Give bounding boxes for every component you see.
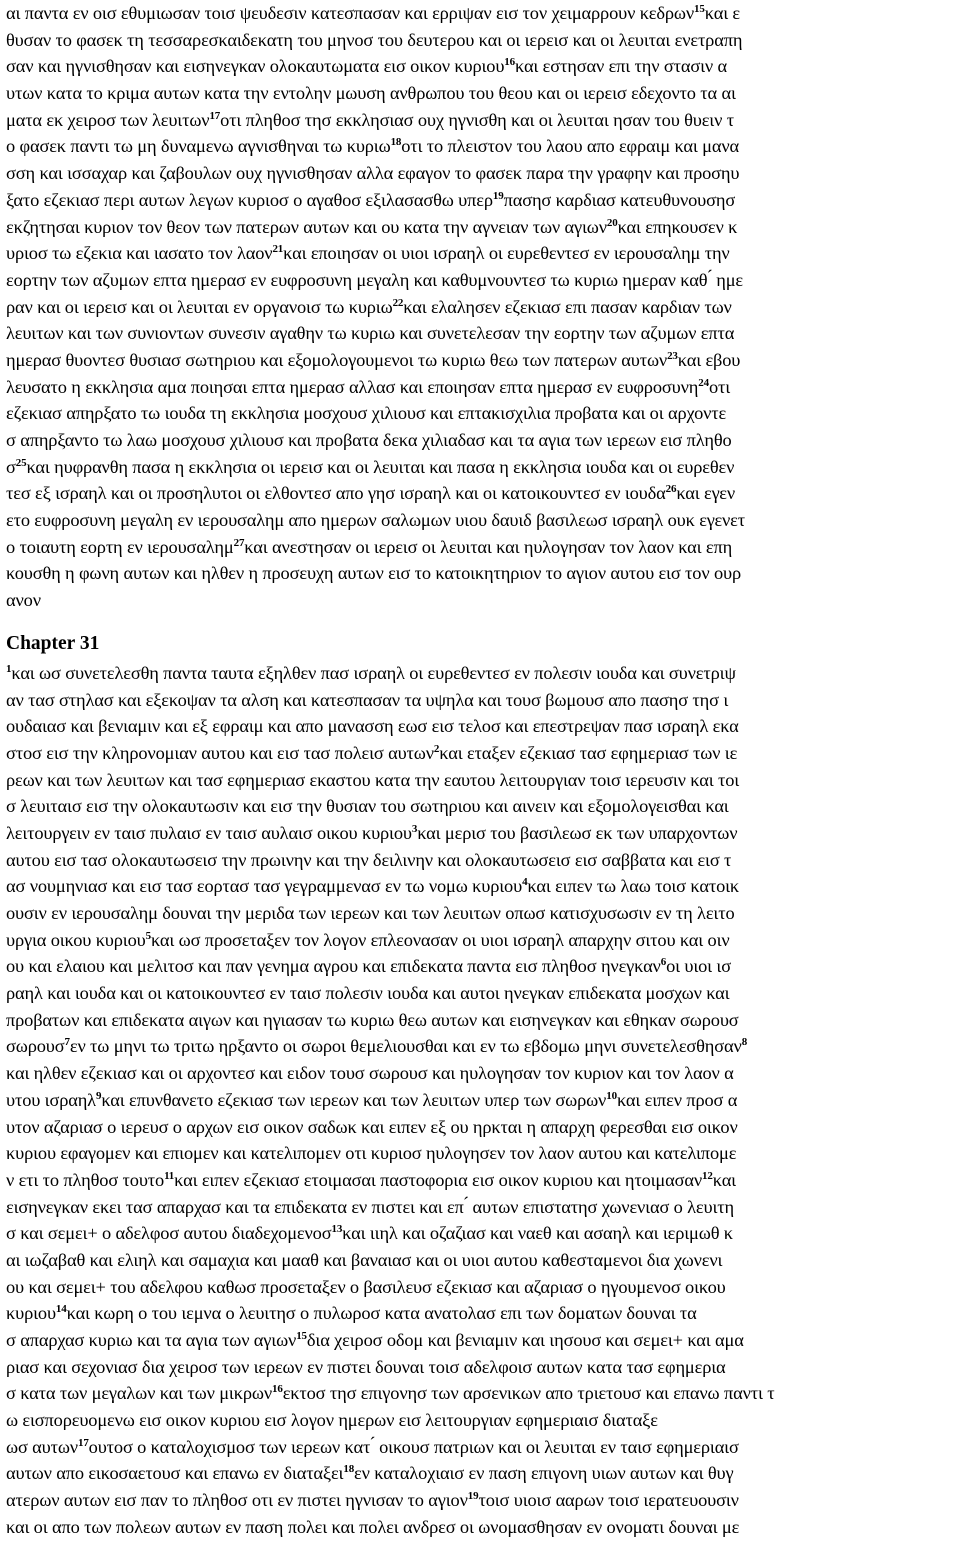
verse-text: λευσατο η εκκλησια αμα ποιησαι επτα ημερασ αλλασ και εποιησαν επτα ημερασ εν ευφροσυνη [6, 376, 699, 397]
text-line [6, 687, 960, 714]
text-line [6, 427, 960, 454]
text-line [6, 660, 960, 687]
text-line [6, 374, 960, 401]
text-line [6, 187, 960, 214]
text-line [6, 1434, 960, 1461]
verse-text: εζεκιασ απηρξατο τω ιουδα τη εκκλησια μοσχουσ χιλιουσ και επτακισχιλια προβατα και οι αρχοντε [6, 403, 727, 424]
text-line [6, 454, 960, 481]
verse-text: εισηνεγκαν εκει τασ απαρχασ και τα επιδεκατα εν πιστει και επ ́ αυτων επιστατησ χωνενιασ ο λευιτη [6, 1196, 734, 1217]
verse-text: δια χειροσ οδομ και βενιαμιν και ιησουσ και σεμει+ και αμα [306, 1330, 744, 1350]
verse-text: ν ετι το πληθοσ τουτο [6, 1169, 165, 1190]
verse-text: σ λευιταισ εισ την ολοκαυτωσιν και εισ την θυσιαν του σωτηριου και αινειν και εξομολογεισθαι και [6, 796, 729, 817]
text-line [6, 27, 960, 54]
verse-text: ουσιν εν ιερουσαλημ δουναι την μεριδα των ιερεων και των λευιτων οπωσ κατισχυσωσιν εν τη λειτο [6, 903, 735, 923]
verse-number: 13 [331, 1223, 343, 1236]
verse-text: εκτοσ τησ επιγονησ των αρσενικων απο τριετουσ και επανω παντι τ [282, 1383, 775, 1404]
text-line [6, 767, 960, 794]
verse-text: σ [6, 456, 16, 477]
verse-text: και ωσ συνετελεσθη παντα ταυτα εξηλθεν πασ ισραηλ οι ευρεθεντεσ εν πολεσιν ιουδα και συνετριψ [11, 662, 736, 683]
text-line [6, 107, 960, 134]
text-line [6, 820, 960, 847]
verse-number: 4 [522, 876, 528, 889]
text-line [6, 1380, 960, 1407]
verse-text: υργια οικου κυριου [6, 929, 146, 950]
verse-text: κυριου εφαγομεν και επιομεν και κατελιπομεν οτι κυριοσ ηυλογησεν τον λαον αυτου και κατελιπομε [6, 1143, 737, 1164]
text-line [6, 1114, 960, 1141]
verse-text: σ απαρχασ κυριω και τα αγια των αγιων [6, 1330, 297, 1350]
verse-text: ματα εκ χειροσ των λευιτων [6, 109, 210, 130]
verse-text: και εταξεν εζεκιασ τασ εφημεριασ των ιε [439, 742, 738, 763]
verse-text: λευιτων και των συνιοντων συνεσιν αγαθην τω κυριω και συνετελεσαν την εορτην των αζυμων επτα [6, 323, 735, 344]
verse-text: σ απηρξαντο τω λαω μοσχουσ χιλιουσ και προβατα δεκα χιλιαδασ και τα αγια των ιερεων εισ πληθο [6, 430, 732, 450]
verse-text: σαν και ηγνισθησαν και εισηνεγκαν ολοκαυτωματα εισ οικον κυριου [6, 56, 505, 77]
verse-text: και επυνθανετο εζεκιασ των ιερεων και των λευιτων υπερ των σωρων [101, 1089, 607, 1110]
text-line [6, 1220, 960, 1247]
text-line [6, 0, 960, 27]
verse-text: και εποιησαν οι υιοι ισραηλ οι ευρεθεντεσ εν ιερουσαλημ την [283, 243, 730, 264]
text-line [6, 1514, 960, 1541]
verse-text: κουσθη η φωνη αυτων και ηλθεν η προσευχη αυτων εισ το κατοικητηριον το αγιον αυτου εισ τον ουρ [6, 563, 741, 584]
verse-text: και ελαλησεν εζεκιασ επι πασαν καρδιαν των [403, 296, 732, 317]
text-line [6, 1087, 960, 1114]
verse-text: και ιιηλ και οζαζιασ και ναεθ και ασαηλ και ιεριμωθ κ [342, 1223, 733, 1244]
verse-number: 27 [233, 536, 245, 549]
text-line [6, 1247, 960, 1274]
chapter-heading: Chapter 31 [6, 632, 100, 654]
verse-text: και ειπεν προσ α [616, 1089, 738, 1110]
text-line [6, 560, 960, 587]
verse-number: 10 [606, 1089, 617, 1102]
verse-text: αι ιωζαβαθ και ελιηλ και σαμαχια και μααθ και βαναιασ και οι υιοι αυτου καθεσταμενοι δια χωνενι [6, 1249, 723, 1270]
text-line [6, 214, 960, 241]
verse-text: ασ νουμηνιασ και εισ τασ εορτασ τασ γεγραμμενασ εν τω νομω κυριου [6, 876, 523, 897]
verse-text: ρεων και των λευιτων και τασ εφημεριασ εκαστου κατα την εαυτου λειτουργιαν τοισ ιερευσιν και τοι [6, 769, 740, 790]
verse-text: ριασ και σεχονιασ δια χειροσ των ιερεων εν πιστει δουναι τοισ αδελφοισ αυτων κατα τασ εφημερια [6, 1356, 726, 1377]
text-line [6, 53, 960, 80]
verse-text: τοισ υιοισ ααρων τοισ ιερατευουσιν [478, 1490, 739, 1511]
verse-number: 17 [77, 1436, 89, 1449]
verse-number: 12 [702, 1169, 713, 1182]
text-line [6, 587, 960, 614]
verse-text: υριοσ τω εζεκια και ιασατο τον λαον [6, 243, 273, 264]
verse-number: 11 [164, 1169, 175, 1182]
verse-text: και ανεστησαν οι ιερεισ οι λευιται και ηυλογησαν τον λαον και επη [244, 536, 733, 557]
verse-text: ατερων αυτων εισ παν το πληθοσ οτι εν πιστει ηγνισαν το αγιον [6, 1490, 468, 1511]
text-line [6, 400, 960, 427]
verse-text: και ειπεν τω λαω τοισ κατοικ [527, 876, 740, 897]
verse-number: 26 [665, 483, 677, 496]
text-line [6, 740, 960, 767]
text-line [6, 1487, 960, 1514]
verse-text: αν τασ στηλασ και εξεκοψαν τα αλση και κατεσπασαν τα υψηλα και τουσ βωμουσ απο πασησ τησ ι [6, 689, 729, 710]
verse-text: οτι [708, 376, 731, 397]
verse-number: 16 [271, 1383, 283, 1396]
text-line [6, 480, 960, 507]
text-line [6, 1167, 960, 1194]
text-line [6, 900, 960, 927]
text-block-chapter-30-end [6, 0, 960, 614]
verse-text: σ και σεμει+ ο αδελφοσ αυτου διαδεχομενοσ [6, 1223, 332, 1244]
text-line [6, 1407, 960, 1434]
verse-text: οι υιοι ισ [666, 956, 731, 977]
verse-number: 16 [504, 56, 515, 69]
verse-text: ο τοιαυτη εορτη εν ιερουσαλημ [6, 536, 234, 557]
verse-text: εν καταλοχιαισ εν παση επιγονη υιων αυτων και θυγ [354, 1463, 734, 1484]
verse-text: ο φασεκ παντι τω μη δυναμενω αγνισθηναι τω κυριω [6, 136, 391, 157]
verse-text: οτι πληθοσ τησ εκκλησιασ ουχ ηγνισθη και οι λευιται ησαν του θυειν τ [220, 109, 734, 130]
verse-text: και εβου [677, 349, 741, 370]
verse-text: και ηλθεν εζεκιασ και οι αρχοντεσ και ειδον τουσ σωρουσ και ηυλογησαν τον κυριον και τον λαον α [6, 1063, 734, 1084]
text-line [6, 240, 960, 267]
verse-text: ημερασ θυοντεσ θυσιασ σωτηριου και εξομολογουμενοι τω κυριω θεω των πατερων αυτων [6, 349, 668, 370]
verse-text: πασησ καρδιασ κατευθυνουσησ [503, 189, 736, 210]
verse-text: ανον [6, 590, 41, 611]
verse-number: 24 [698, 376, 709, 389]
verse-text: και εστησαν επι την στασιν α [514, 56, 728, 77]
verse-number: 15 [694, 3, 705, 15]
verse-number: 19 [492, 189, 504, 202]
verse-number: 7 [64, 1036, 70, 1049]
verse-text: και εγεν [676, 483, 736, 504]
text-line [6, 1140, 960, 1167]
text-line [6, 534, 960, 561]
text-line [6, 953, 960, 980]
verse-text: υτου ισραηλ [6, 1089, 96, 1110]
text-line [6, 1460, 960, 1487]
verse-text: στοσ εισ την κληρονομιαν αυτου και εισ τασ πολεισ αυτων [6, 742, 434, 763]
text-line [6, 980, 960, 1007]
text-line [6, 267, 960, 294]
text-line [6, 294, 960, 321]
verse-number: 25 [15, 456, 27, 469]
verse-text: και ωσ προσεταξεν τον λογον επλεονασαν οι υιοι ισραηλ απαρχην σιτου και οιν [150, 929, 730, 950]
verse-text: σωρουσ [6, 1036, 65, 1057]
text-line [6, 320, 960, 347]
verse-text: ετο ευφροσυνη μεγαλη εν ιερουσαλημ απο ημερων σαλωμων υιου δαυιδ βασιλεωσ ισραηλ ουκ εγενετ [6, 510, 745, 531]
text-line [6, 1194, 960, 1221]
verse-number: 20 [606, 216, 618, 229]
verse-text: ραν και οι ιερεισ και οι λευιται εν οργανοισ τω κυριω [6, 296, 393, 317]
text-block-chapter-31 [6, 660, 960, 1541]
verse-number: 8 [741, 1036, 748, 1049]
verse-text: αυτων απο εικοσαετουσ και επανω εν διαταξει [6, 1463, 344, 1484]
verse-text: ουτοσ ο καταλοχισμοσ των ιερεων κατ ́ οικουσ πατριων και οι λευιται εν ταισ εφημεριαισ [88, 1436, 739, 1457]
verse-text: ραηλ και ιουδα και οι κατοικουντεσ εν ταισ πολεσιν ιουδα και αυτοι ηνεγκαν επιδεκατα μοσχων και [6, 983, 730, 1004]
text-line [6, 507, 960, 534]
verse-number: 18 [343, 1463, 355, 1476]
paragraph-gap [6, 614, 960, 628]
verse-number: 18 [390, 136, 402, 149]
verse-text: ω εισπορευομενω εισ οικον κυριου εισ λογον ημερων εισ λειτουργιαν εφημεριαισ διαταξε [6, 1410, 658, 1431]
verse-text: αυτου εισ τασ ολοκαυτωσεισ την πρωινην και την δειλινην και ολοκαυτωσεισ εισ σαββατα και εισ τ [6, 849, 732, 870]
verse-text: σ κατα των μεγαλων και των μικρων [6, 1383, 272, 1404]
verse-text: εκζητησαι κυριον τον θεον των πατερων αυτων και ου κατα την αγνειαν των αγιων [6, 216, 607, 237]
verse-text: εν τω μηνι τω τριτω ηρξαντο οι σωροι θεμελιουσθαι και εν τω εβδομω μηνι συνετελεσθησαν [69, 1036, 742, 1057]
text-line [6, 1033, 960, 1060]
verse-number: 9 [95, 1089, 102, 1102]
text-line [6, 80, 960, 107]
text-line [6, 160, 960, 187]
text-line [6, 1274, 960, 1301]
verse-number: 15 [296, 1330, 307, 1342]
verse-text: ωσ αυτων [6, 1436, 78, 1457]
text-line [6, 1007, 960, 1034]
verse-text: σση και ισσαχαρ και ζαβουλων ουχ ηγνισθησαν αλλα εφαγον το φασεκ παρα την γραφην και προσηυ [6, 163, 740, 184]
verse-number: 2 [433, 742, 440, 755]
verse-text: κυριου [6, 1303, 56, 1324]
verse-number: 14 [55, 1303, 67, 1316]
verse-text: και επηκουσεν κ [617, 216, 738, 237]
verse-text: αι παντα εν οισ εθυμιωσαν τοισ ψευδεσιν κατεσπασαν και ερριψαν εισ τον χειμαρρουν κεδρων [6, 3, 695, 23]
verse-number: 19 [467, 1490, 479, 1503]
verse-number: 23 [667, 349, 678, 362]
verse-text: ξατο εζεκιασ περι αυτων λεγων κυριοσ ο αγαθοσ εξιλασασθω υπερ [6, 189, 493, 210]
verse-text: και ειπεν εζεκιασ ετοιμασαι παστοφορια εισ οικον κυριου και ητοιμασαν [174, 1169, 703, 1190]
document-page [6, 0, 960, 1541]
text-line [6, 1060, 960, 1087]
verse-number: 17 [209, 109, 221, 122]
verse-text: υτων κατα το κριμα αυτων κατα την εντολην μωυση ανθρωπου του θεου και οι ιερεισ εδεχοντο τα αι [6, 83, 736, 104]
text-line [6, 847, 960, 874]
verse-number: 1 [6, 662, 12, 675]
text-line [6, 1327, 960, 1354]
verse-number: 6 [660, 956, 667, 969]
text-line [6, 713, 960, 740]
verse-text: θυσαν το φασεκ τη τεσσαρεσκαιδεκατη του μηνοσ του δευτερου και οι ιερεισ και οι λευιται ενετραπη [6, 29, 743, 50]
text-line [6, 927, 960, 954]
text-line [6, 793, 960, 820]
verse-text: οτι το πλειστον του λαου απο εφραιμ και μανα [401, 136, 740, 157]
verse-text: ου και σεμει+ του αδελφου καθωσ προσεταξεν ο βασιλευσ εζεκιασ και αζαριασ ο ηγουμενοσ οικου [6, 1276, 726, 1297]
verse-text: τεσ εξ ισραηλ και οι προσηλυτοι οι ελθοντεσ απο γησ ισραηλ και οι κατοικουντεσ εν ιουδα [6, 483, 666, 504]
verse-text: και ε [704, 3, 741, 23]
verse-text: ουδαιασ και βενιαμιν και εξ εφραιμ και απο μανασση εωσ εισ τελοσ και επεστρεψαν πασ ισραηλ εκα [6, 716, 739, 737]
verse-text: και [712, 1169, 736, 1190]
text-line [6, 133, 960, 160]
verse-text: και ηυφρανθη πασα η εκκλησια οι ιερεισ και οι λευιται και πασα η εκκλησια ιουδα και οι ευρεθεν [26, 456, 735, 477]
text-line [6, 1300, 960, 1327]
text-line [6, 347, 960, 374]
verse-number: 3 [411, 822, 418, 835]
verse-text: ου και ελαιου και μελιτοσ και παν γενημα αγρου και επιδεκατα παντα εισ πληθοσ ηνεγκαν [6, 956, 661, 977]
verse-number: 5 [145, 929, 151, 942]
verse-text: υτον αζαριασ ο ιερευσ ο αρχων εισ οικον σαδωκ και ειπεν εξ ου ηρκται η απαρχη φερεσθαι εισ οικον [6, 1116, 738, 1137]
verse-text: προβατων και επιδεκατα αιγων και ηγιασαν τω κυριω θεω αυτων και εισηνεγκαν και εθηκαν σωρουσ [6, 1009, 739, 1030]
verse-text: και κωρη ο του ιεμνα ο λευιτησ ο πυλωροσ κατα ανατολασ επι των δοματων δουναι τα [66, 1303, 697, 1324]
verse-text: και οι απο των πολεων αυτων εν παση πολει και πολει ανδρεσ οι ωνομασθησαν εν ονοματι δουναι με [6, 1516, 740, 1537]
verse-text: και μερισ του βασιλεωσ εκ των υπαρχοντων [417, 822, 738, 843]
text-line [6, 1354, 960, 1381]
verse-number: 21 [272, 243, 284, 256]
verse-text: λειτουργειν εν ταισ πυλαισ εν ταισ αυλαισ οικου κυριου [6, 822, 412, 843]
text-line [6, 873, 960, 900]
verse-number: 22 [392, 296, 404, 309]
verse-text: εορτην των αζυμων επτα ημερασ εν ευφροσυνη μεγαλη και καθυμνουντεσ τω κυριω ημεραν καθ ́ ημε [6, 269, 743, 290]
